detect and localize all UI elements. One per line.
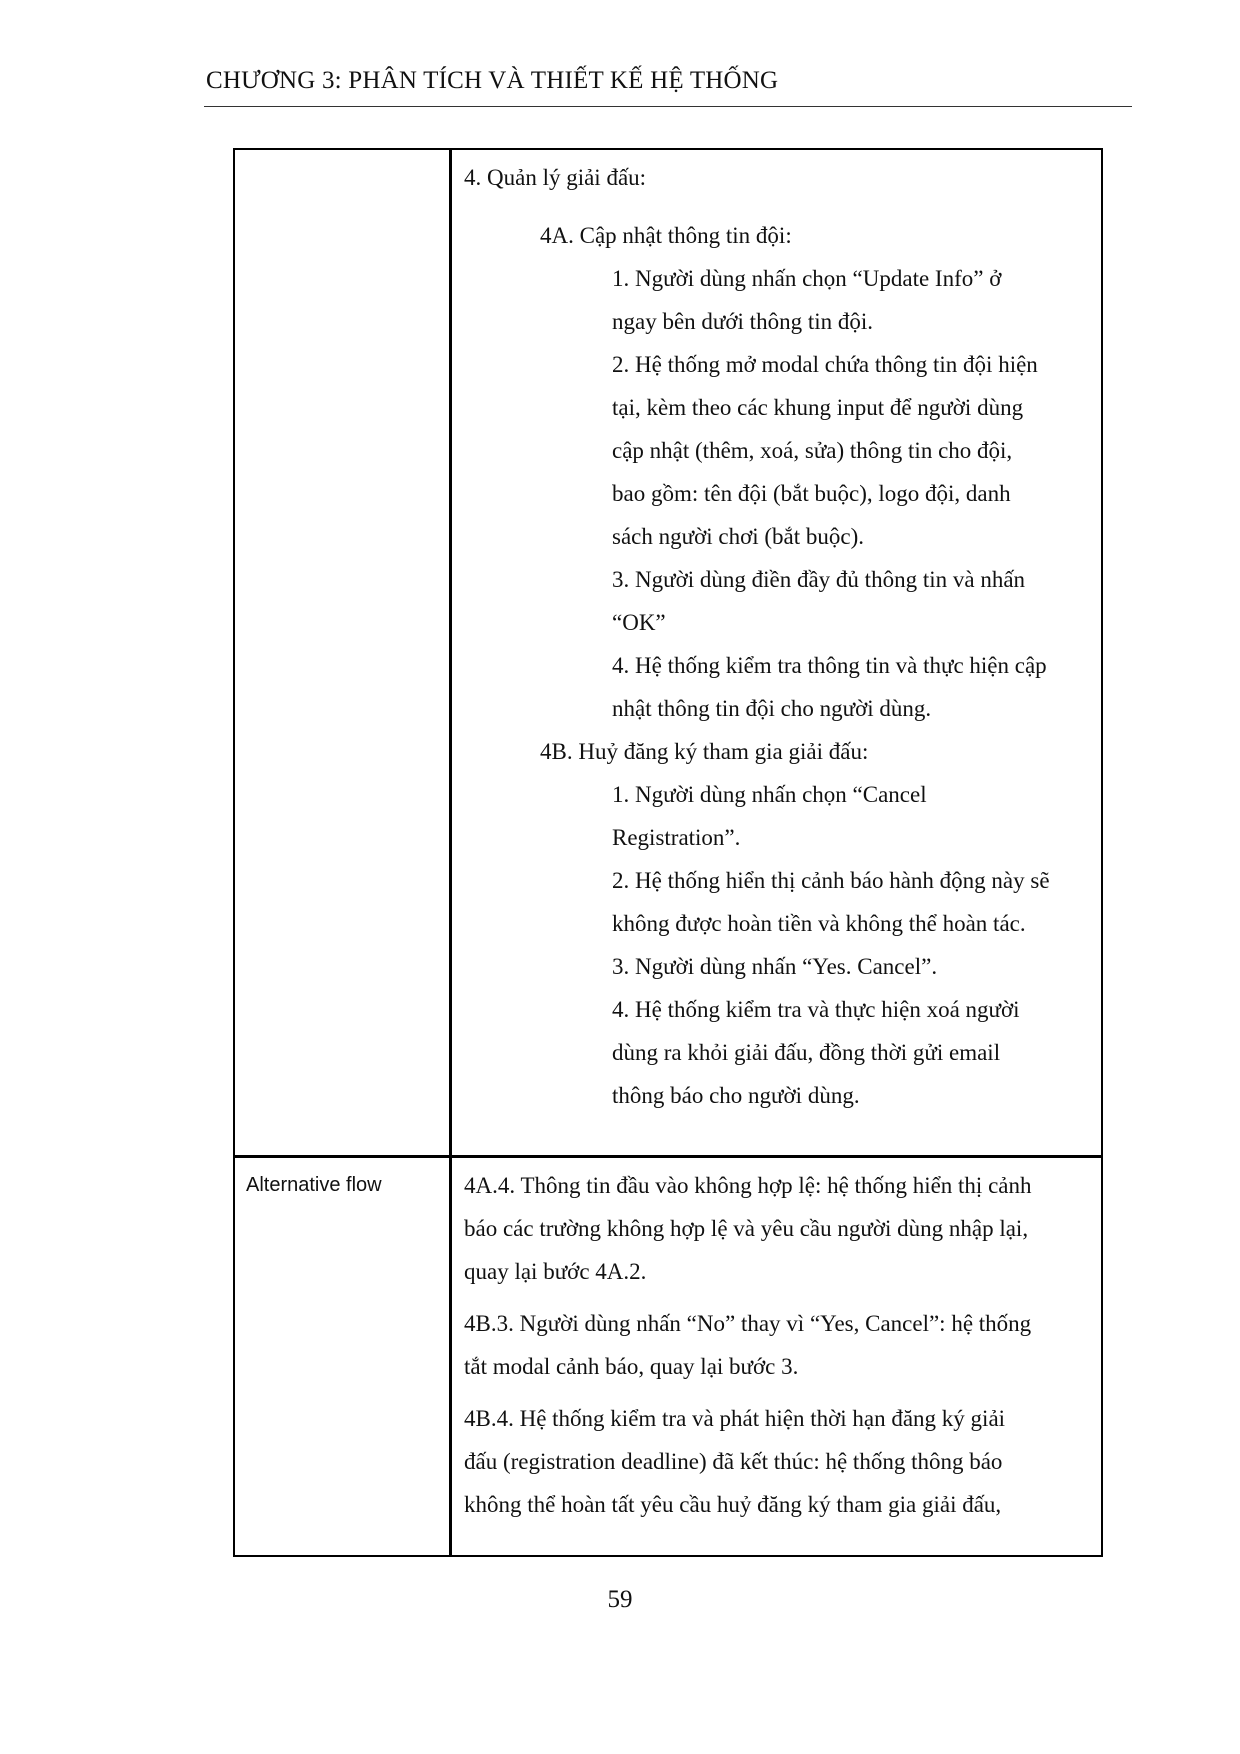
alt-line: quay lại bước 4A.2.	[464, 1259, 647, 1284]
step-line: 1. Người dùng nhấn chọn “Cancel	[612, 782, 927, 807]
step-line: bao gồm: tên đội (bắt buộc), logo đội, danh	[612, 481, 1011, 506]
alt-line: báo các trường không hợp lệ và yêu cầu người dùng nhập lại,	[464, 1216, 1029, 1241]
step-line: dùng ra khỏi giải đấu, đồng thời gửi email	[612, 1040, 1001, 1065]
step-line: Registration”.	[612, 825, 741, 850]
alternative-flow-label: Alternative flow	[246, 1174, 382, 1196]
step-line: tại, kèm theo các khung input để người dùng	[612, 395, 1024, 420]
alt-line: 4B.3. Người dùng nhấn “No” thay vì “Yes, Cancel”: hệ thống	[464, 1311, 1032, 1336]
alt-line: đấu (registration deadline) đã kết thúc: hệ thống thông báo	[464, 1449, 1003, 1474]
step-line: 4. Hệ thống kiểm tra thông tin và thực hiện cập	[612, 653, 1047, 678]
page-number: 59	[607, 1586, 633, 1613]
row-divider	[235, 1155, 1101, 1158]
step-line: 1. Người dùng nhấn chọn “Update Info” ở	[612, 266, 1002, 291]
step-line: 3. Người dùng điền đầy đủ thông tin và nhấn	[612, 567, 1026, 592]
column-divider	[449, 150, 452, 1555]
step-line: nhật thông tin đội cho người dùng.	[612, 696, 932, 721]
alt-line: tắt modal cảnh báo, quay lại bước 3.	[464, 1354, 799, 1379]
step-line: thông báo cho người dùng.	[612, 1083, 860, 1108]
header-rule	[204, 106, 1132, 107]
use-case-table	[233, 148, 1103, 1557]
alternative-flow-cell	[464, 1164, 1094, 1526]
subsection-4b-steps	[464, 773, 1094, 1117]
step-line: cập nhật (thêm, xoá, sửa) thông tin cho đội,	[612, 438, 1013, 463]
step-line: 3. Người dùng nhấn “Yes. Cancel”.	[612, 954, 938, 979]
alt-line: 4A.4. Thông tin đầu vào không hợp lệ: hệ thống hiển thị cảnh	[464, 1173, 1032, 1198]
subsection-4b-title: 4B. Huỷ đăng ký tham gia giải đấu:	[540, 739, 869, 764]
chapter-header: CHƯƠNG 3: PHÂN TÍCH VÀ THIẾT KẾ HỆ THỐNG	[206, 67, 779, 94]
step-line: 2. Hệ thống mở modal chứa thông tin đội hiện	[612, 352, 1038, 377]
step-line: 4. Hệ thống kiểm tra và thực hiện xoá người	[612, 997, 1020, 1022]
step-line: không được hoàn tiền và không thể hoàn tác.	[612, 911, 1026, 936]
step-line: ngay bên dưới thông tin đội.	[612, 309, 873, 334]
subsection-4a-steps	[464, 257, 1094, 730]
alt-line: không thể hoàn tất yêu cầu huỷ đăng ký tham gia giải đấu,	[464, 1492, 1002, 1517]
step-line: “OK”	[612, 610, 666, 635]
main-flow-cell	[464, 156, 1094, 1117]
alt-item	[464, 1164, 1094, 1293]
alt-item	[464, 1397, 1094, 1526]
alt-line: 4B.4. Hệ thống kiểm tra và phát hiện thời hạn đăng ký giải	[464, 1406, 1006, 1431]
step-line: sách người chơi (bắt buộc).	[612, 524, 865, 549]
section-title: 4. Quản lý giải đấu:	[464, 165, 647, 190]
subsection-4a-title: 4A. Cập nhật thông tin đội:	[540, 223, 792, 248]
step-line: 2. Hệ thống hiển thị cảnh báo hành động này sẽ	[612, 868, 1050, 893]
alt-item	[464, 1302, 1094, 1388]
